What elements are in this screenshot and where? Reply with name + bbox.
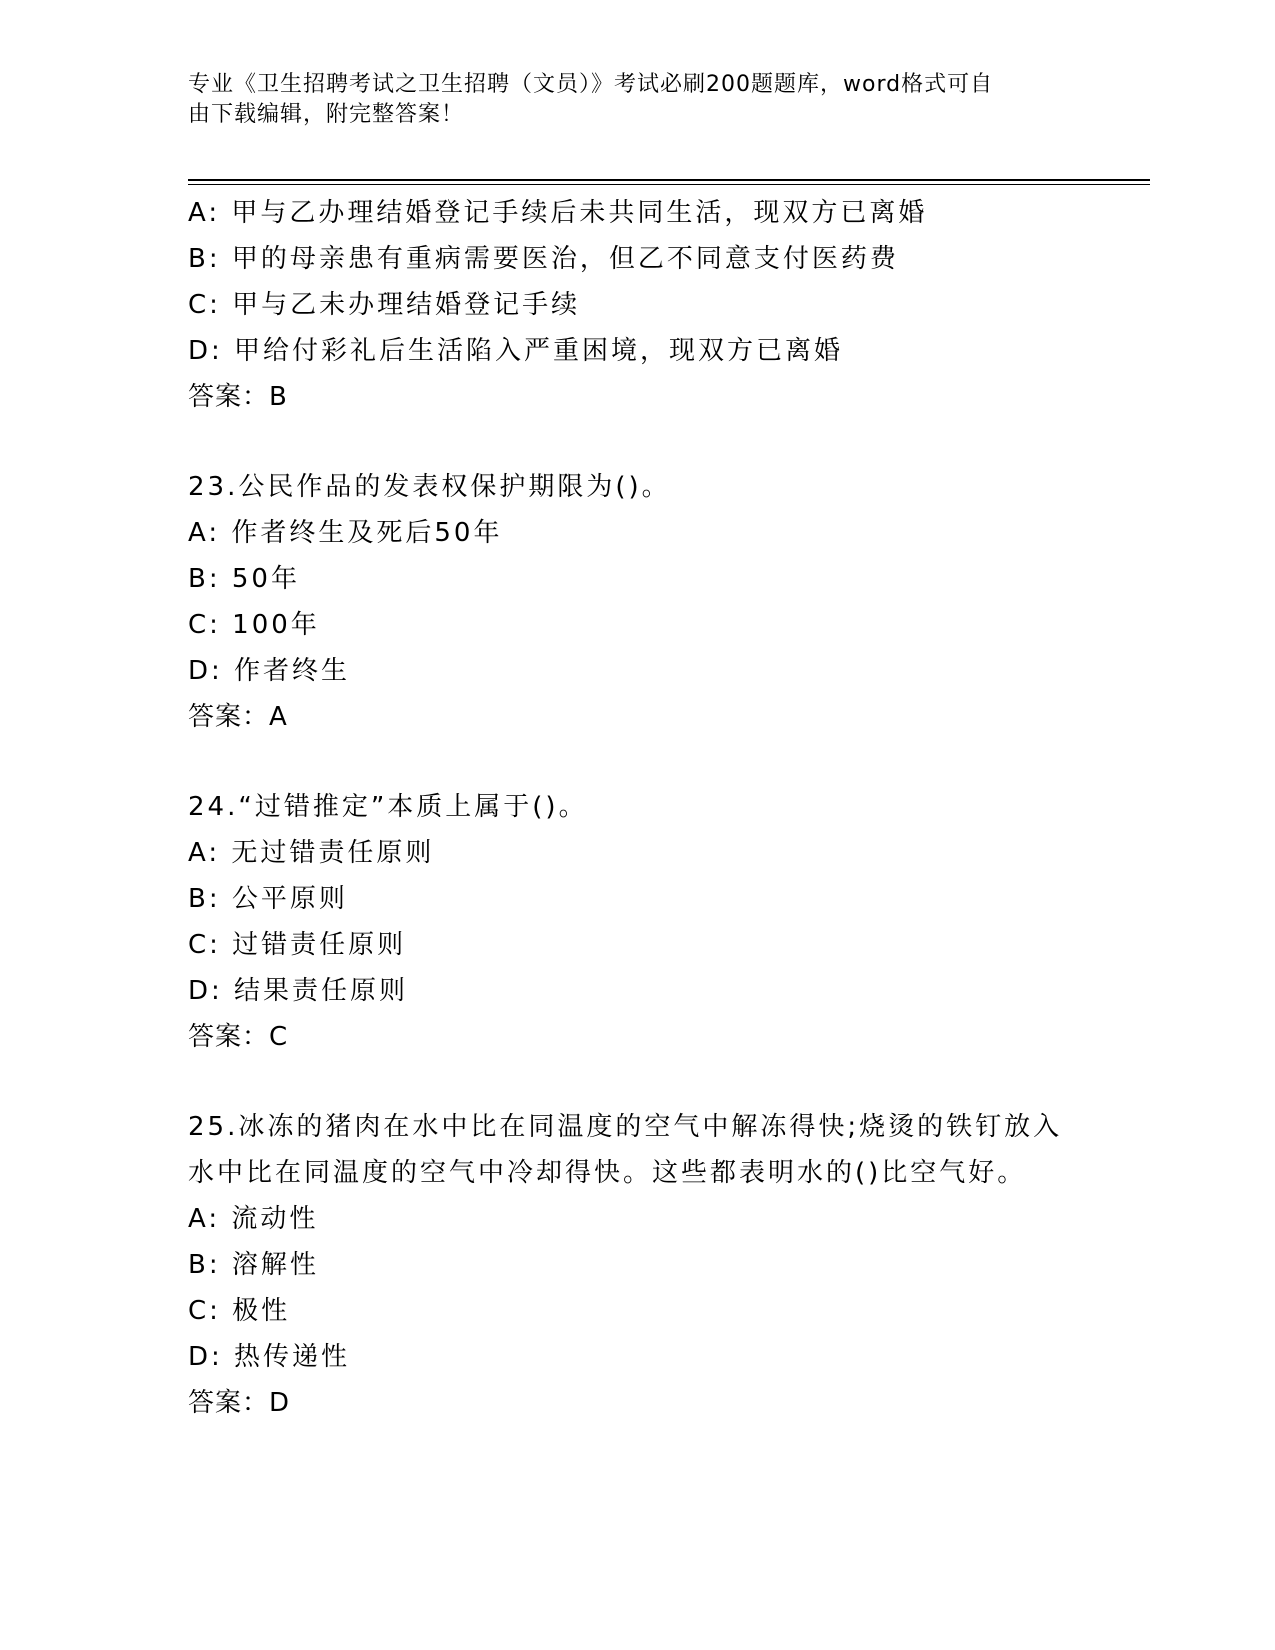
question-24 xyxy=(188,784,1088,1060)
question-stem: 23.公民作品的发表权保护期限为()。 xyxy=(188,472,671,502)
option-a: A: 甲与乙办理结婚登记手续后未共同生活，现双方已离婚 xyxy=(188,198,928,228)
answer: 答案：C xyxy=(188,1022,289,1052)
header-divider-thin xyxy=(188,184,1150,185)
question-stem-line-2: 水中比在同温度的空气中冷却得快。这些都表明水的()比空气好。 xyxy=(188,1158,1027,1188)
question-25 xyxy=(188,1104,1088,1426)
option-d: D: 作者终生 xyxy=(188,656,351,686)
option-b: B: 50年 xyxy=(188,564,300,594)
header-line-2: 由下载编辑，附完整答案！ xyxy=(188,102,465,127)
option-b: B: 甲的母亲患有重病需要医治，但乙不同意支付医药费 xyxy=(188,244,899,274)
option-a: A: 无过错责任原则 xyxy=(188,838,435,868)
option-d: D: 结果责任原则 xyxy=(188,976,409,1006)
question-list xyxy=(188,190,1088,1426)
question-stem: 24.“过错推定”本质上属于()。 xyxy=(188,792,588,822)
document-header xyxy=(188,70,1068,130)
answer: 答案：A xyxy=(188,702,288,732)
option-d: D: 热传递性 xyxy=(188,1342,351,1372)
option-d: D: 甲给付彩礼后生活陷入严重困境，现双方已离婚 xyxy=(188,336,844,366)
option-a: A: 作者终生及死后50年 xyxy=(188,518,503,548)
option-a: A: 流动性 xyxy=(188,1204,319,1234)
option-c: C: 极性 xyxy=(188,1296,291,1326)
option-c: C: 甲与乙未办理结婚登记手续 xyxy=(188,290,581,320)
option-b: B: 公平原则 xyxy=(188,884,348,914)
answer: 答案：B xyxy=(188,382,288,412)
option-c: C: 100年 xyxy=(188,610,320,640)
question-22 xyxy=(188,190,1088,420)
answer: 答案：D xyxy=(188,1388,291,1418)
header-line-1: 专业《卫生招聘考试之卫生招聘（文员）》考试必刷200题题库，word格式可自 xyxy=(188,72,994,97)
question-23 xyxy=(188,464,1088,740)
option-b: B: 溶解性 xyxy=(188,1250,319,1280)
option-c: C: 过错责任原则 xyxy=(188,930,407,960)
header-divider-thick xyxy=(188,179,1150,181)
question-stem-line-1: 25.冰冻的猪肉在水中比在同温度的空气中解冻得快;烧烫的铁钉放入 xyxy=(188,1112,1063,1142)
